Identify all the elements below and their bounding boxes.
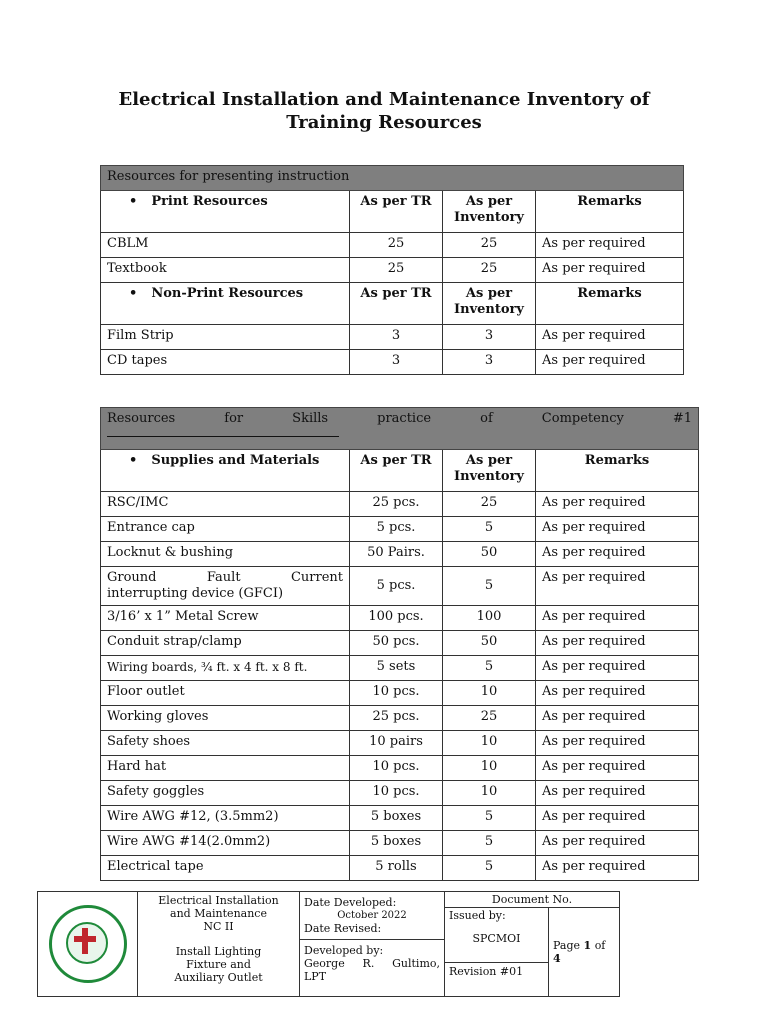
date-info: Date Developed: October 2022 Date Revised: bbox=[300, 892, 445, 940]
document-title: Electrical Installation and Maintenance Inventory of Training Resources bbox=[118, 89, 650, 133]
document-footer bbox=[37, 891, 620, 997]
revision: Revision #01 bbox=[445, 963, 549, 997]
table-row: Floor outlet 10 pcs. 10 As per required bbox=[101, 681, 699, 706]
section-header: • Print Resources As per TR As per Inventory Remarks bbox=[101, 191, 684, 233]
developed-by: Developed by: George R. Gultimo, LPT bbox=[300, 939, 445, 997]
table-row: 3/16’ x 1” Metal Screw 100 pcs. 100 As per required bbox=[101, 606, 699, 631]
table-row: Textbook 25 25 As per required bbox=[101, 258, 684, 283]
table-band bbox=[101, 408, 699, 450]
table-row: Locknut & bushing 50 Pairs. 50 As per required bbox=[101, 542, 699, 567]
underline-blank bbox=[107, 428, 339, 437]
table-row: Ground Fault Current interrupting device (GFCI) 5 pcs. 5 As per required bbox=[101, 567, 699, 606]
bullet-icon: • bbox=[129, 194, 138, 209]
table-row: Wire AWG #12, (3.5mm2) 5 boxes 5 As per required bbox=[101, 806, 699, 831]
table-row: Film Strip 3 3 As per required bbox=[101, 325, 684, 350]
table-row: CD tapes 3 3 As per required bbox=[101, 350, 684, 375]
bullet-icon: • bbox=[129, 453, 138, 468]
table-row: Working gloves 25 pcs. 25 As per required bbox=[101, 706, 699, 731]
table-row: Hard hat 10 pcs. 10 As per required bbox=[101, 756, 699, 781]
bullet-icon: • bbox=[129, 286, 138, 301]
table-row: Safety goggles 10 pcs. 10 As per required bbox=[101, 781, 699, 806]
table-row: RSC/IMC 25 pcs. 25 As per required bbox=[101, 492, 699, 517]
section-header: • Non-Print Resources As per TR As per Inventory Remarks bbox=[101, 283, 684, 325]
course-info: Electrical Installation and Maintenance NC II Install Lighting Fixture and Auxiliary Outlet bbox=[138, 892, 300, 997]
section-header: • Supplies and Materials As per TR As per Inventory Remarks bbox=[101, 450, 699, 492]
table-row: Wiring boards, ¾ ft. x 4 ft. x 8 ft. 5 sets 5 As per required bbox=[101, 656, 699, 681]
table-row: Electrical tape 5 rolls 5 As per required bbox=[101, 856, 699, 881]
table-band bbox=[101, 166, 684, 191]
table-row: Wire AWG #14(2.0mm2) 5 boxes 5 As per required bbox=[101, 831, 699, 856]
school-seal-icon bbox=[49, 905, 127, 983]
page-number: Page 1 of 4 bbox=[549, 908, 620, 997]
table-row: Entrance cap 5 pcs. 5 As per required bbox=[101, 517, 699, 542]
table-row: Conduit strap/clamp 50 pcs. 50 As per required bbox=[101, 631, 699, 656]
band-label: Resources for Skills practice of Competency #1 bbox=[107, 411, 693, 426]
school-logo bbox=[38, 892, 138, 997]
table-row: CBLM 25 25 As per required bbox=[101, 233, 684, 258]
band-label: Resources for presenting instruction bbox=[101, 166, 684, 191]
document-no-label: Document No. bbox=[445, 892, 620, 908]
issued-by: Issued by: SPCMOI bbox=[445, 908, 549, 963]
table-row: Safety shoes 10 pairs 10 As per required bbox=[101, 731, 699, 756]
presenting-instruction-table bbox=[100, 165, 684, 375]
skills-practice-table bbox=[100, 407, 699, 881]
